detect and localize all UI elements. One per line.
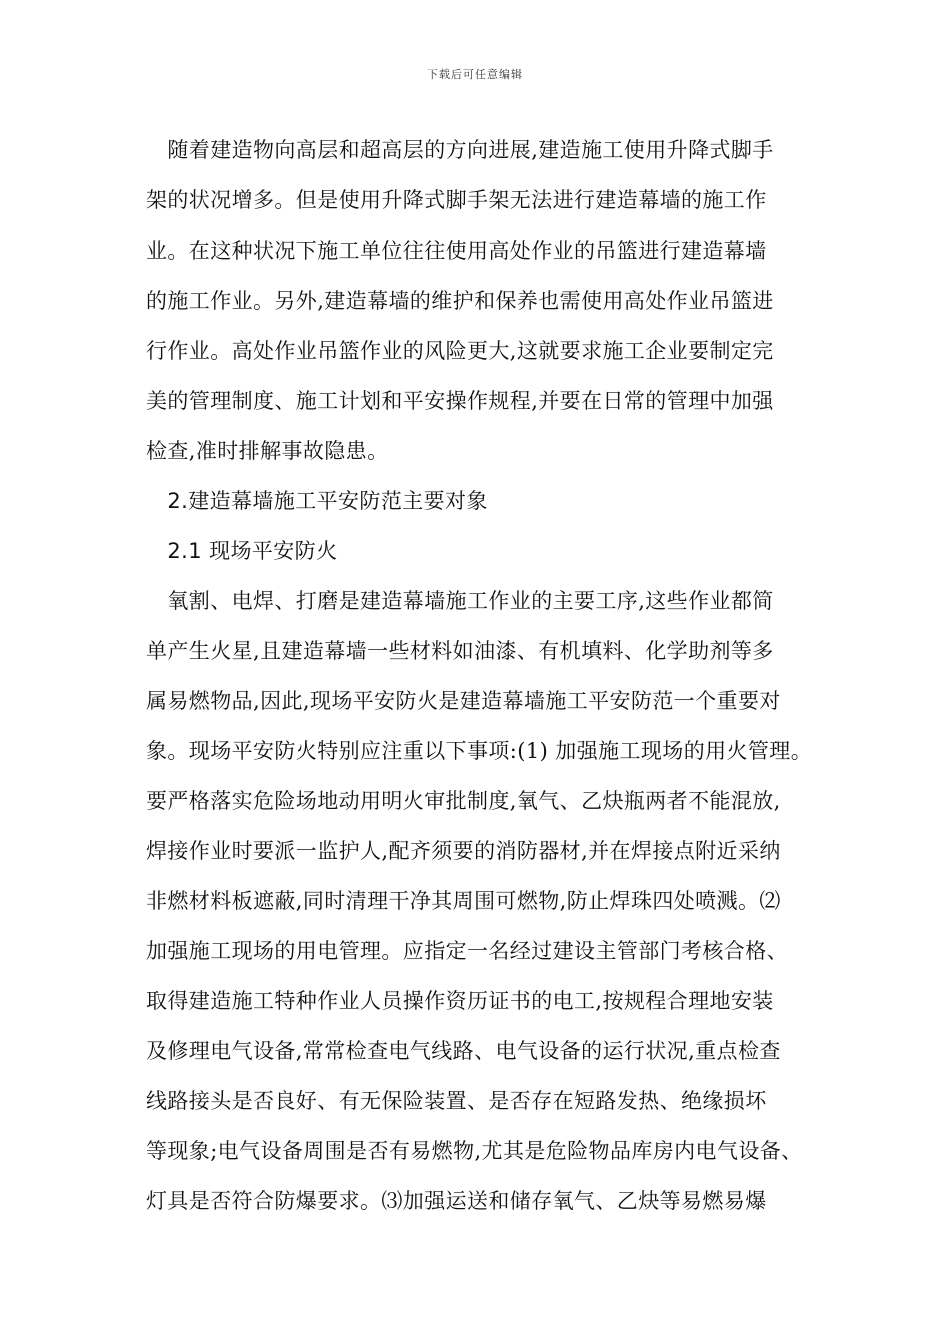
body-line: 及修理电气设备,常常检查电气线路、电气设备的运行状况,重点检查 bbox=[146, 1039, 781, 1063]
header-note: 下载后可任意编辑 bbox=[427, 68, 523, 81]
body-line: 单产生火星,且建造幕墙一些材料如油漆、有机填料、化学助剂等多 bbox=[146, 639, 774, 663]
body-line: 架的状况增多。但是使用升降式脚手架无法进行建造幕墙的施工作 bbox=[146, 188, 767, 212]
body-line: 氧割、电焊、打磨是建造幕墙施工作业的主要工序,这些作业都简 bbox=[146, 589, 774, 613]
body-line: 线路接头是否良好、有无保险装置、是否存在短路发热、绝缘损坏 bbox=[146, 1089, 767, 1113]
body-line: 的施工作业。另外,建造幕墙的维护和保养也需使用高处作业吊篮进 bbox=[146, 289, 774, 313]
body-line: 美的管理制度、施工计划和平安操作规程,并要在日常的管理中加强 bbox=[146, 389, 774, 413]
body-line: 象。现场平安防火特别应注重以下事项:(1) 加强施工现场的用火管理。 bbox=[146, 739, 813, 763]
body-line: 业。在这种状况下施工单位往往使用高处作业的吊篮进行建造幕墙 bbox=[146, 239, 767, 263]
body-line: 灯具是否符合防爆要求。⑶加强运送和储存氧气、乙炔等易燃易爆 bbox=[146, 1189, 767, 1213]
subsection-heading: 2.1 现场平安防火 bbox=[146, 539, 338, 563]
body-line: 随着建造物向高层和超高层的方向进展,建造施工使用升降式脚手 bbox=[146, 138, 774, 162]
body-line: 非燃材料板遮蔽,同时清理干净其周围可燃物,防止焊珠四处喷溅。⑵ bbox=[146, 889, 781, 913]
body-line: 属易燃物品,因此,现场平安防火是建造幕墙施工平安防范一个重要对 bbox=[146, 689, 781, 713]
body-line: 等现象;电气设备周围是否有易燃物,尤其是危险物品库房内电气设备、 bbox=[146, 1139, 803, 1163]
section-heading: 2.建造幕墙施工平安防范主要对象 bbox=[146, 489, 488, 513]
body-line: 取得建造施工特种作业人员操作资历证书的电工,按规程合理地安装 bbox=[146, 989, 774, 1013]
body-line: 要严格落实危险场地动用明火审批制度,氧气、乙炔瓶两者不能混放, bbox=[146, 789, 781, 813]
body-line: 加强施工现场的用电管理。应指定一名经过建设主管部门考核合格、 bbox=[146, 939, 788, 963]
body-line: 焊接作业时要派一监护人,配齐须要的消防器材,并在焊接点附近采纳 bbox=[146, 839, 781, 863]
body-line: 检查,准时排解事故隐患。 bbox=[146, 439, 389, 463]
body-line: 行作业。高处作业吊篮作业的风险更大,这就要求施工企业要制定完 bbox=[146, 339, 774, 363]
